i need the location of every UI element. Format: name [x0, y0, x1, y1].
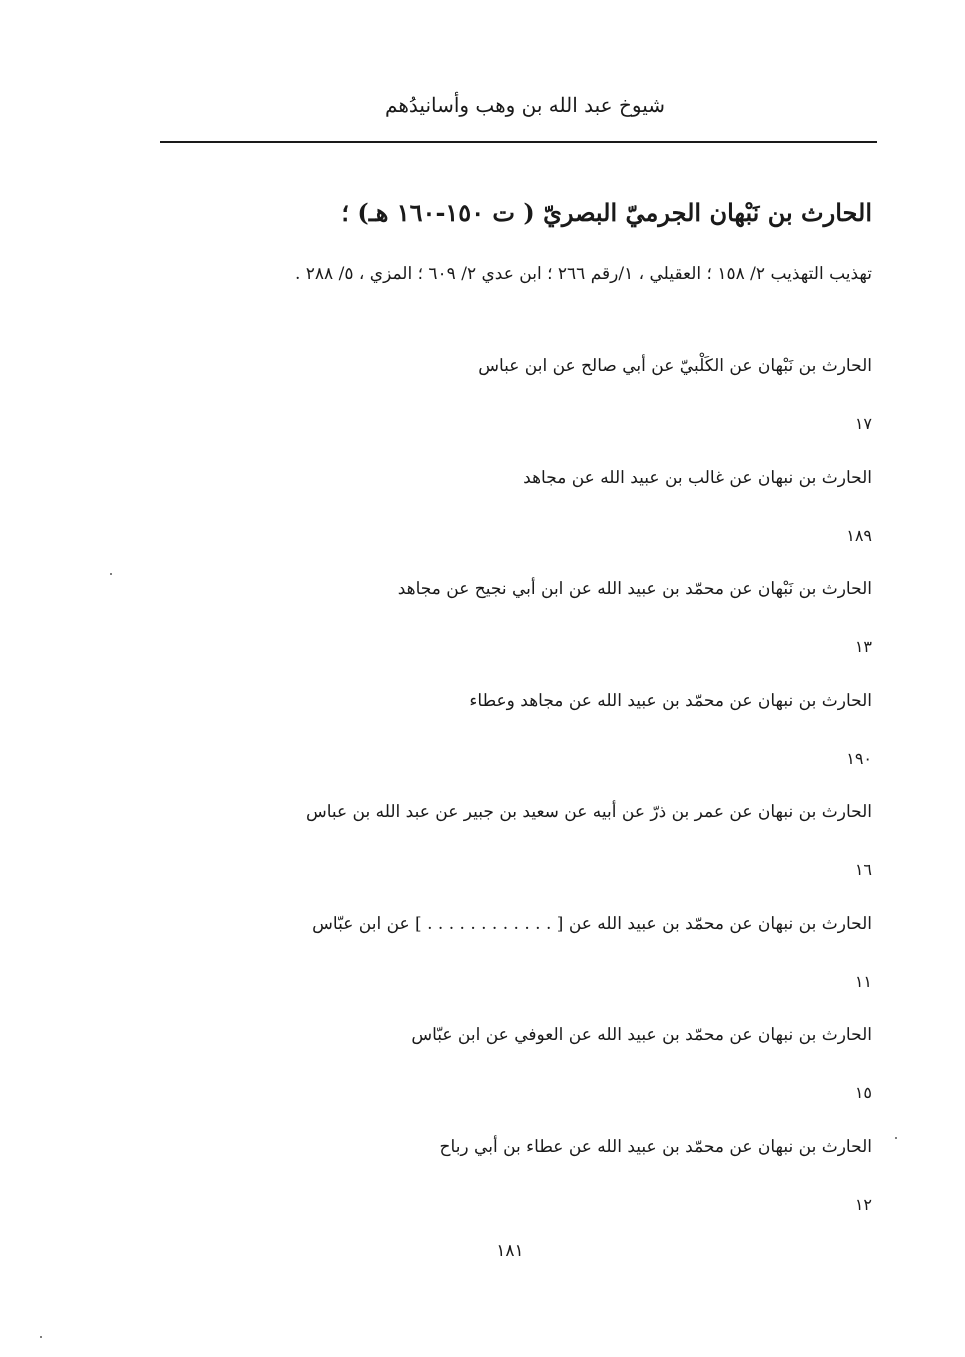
isnad-chain: الحارث بن نبهان عن غالب بن عبيد الله عن مجاهد — [523, 467, 872, 488]
isnad-number: ١٩٠ — [846, 748, 872, 768]
isnad-item — [132, 1125, 872, 1237]
scan-speck — [40, 1336, 42, 1338]
isnad-number: ١٦ — [854, 860, 872, 879]
isnad-chain: الحارث بن نبهان عن محمّد بن عبيد الله عن [ . . . . . . . . . . . . ] عن ابن عبّاس — [312, 913, 872, 934]
isnad-number: ١٣ — [854, 637, 872, 656]
scan-speck — [895, 1137, 897, 1139]
isnad-number: ١٥ — [854, 1083, 872, 1102]
isnad-item — [132, 1013, 872, 1125]
isnad-chain: الحارث بن نبهان عن محمّد بن عبيد الله عن عطاء بن أبي رباح — [439, 1136, 872, 1157]
header-rule — [160, 141, 877, 143]
isnad-chain: الحارث بن نبهان عن محمّد بن عبيد الله عن العوفي عن ابن عبّاس — [411, 1025, 872, 1045]
isnad-item — [132, 567, 872, 679]
isnad-number: ١١ — [854, 971, 872, 991]
isnad-item — [132, 456, 872, 568]
isnad-item — [132, 679, 872, 791]
isnad-chain: الحارث بن نَبْهان عن محمّد بن عبيد الله عن ابن أبي نجيح عن مجاهد — [397, 579, 872, 599]
scan-speck — [110, 573, 112, 575]
isnad-item — [132, 902, 872, 1014]
isnad-number: ١٨٩ — [846, 525, 872, 545]
isnad-chain: الحارث بن نبهان عن محمّد بن عبيد الله عن مجاهد وعطاء — [469, 690, 872, 711]
narrator-sources: تهذيب التهذيب ٢/ ١٥٨ ؛ العقيلي ، ١/رقم ٢٦٦ ؛ ابن عدي ٢/ ٦٠٩ ؛ المزي ، ٥/ ٢٨٨ . — [294, 264, 872, 284]
isnad-item — [132, 344, 872, 456]
isnad-chain: الحارث بن نبهان عن عمر بن ذرّ عن أبيه عن سعيد بن جبير عن عبد الله بن عباس — [305, 802, 872, 822]
isnad-number: ١٧ — [854, 414, 872, 433]
isnad-number: ١٢ — [854, 1194, 872, 1214]
narrator-heading: الحارث بن نَبْهان الجرميّ البصريّ ( ت ١٥٠-١٦٠ هـ) ؛ — [341, 198, 872, 227]
isnad-item — [132, 790, 872, 902]
isnad-list — [132, 344, 872, 1236]
running-header: شيوخ عبد الله بن وهب وأسانيدُهم — [385, 93, 665, 117]
isnad-chain: الحارث بن نَبْهان عن الكَلْبيّ عن أبي صالح عن ابن عباس — [478, 356, 872, 376]
page-number: ١٨١ — [496, 1241, 524, 1261]
